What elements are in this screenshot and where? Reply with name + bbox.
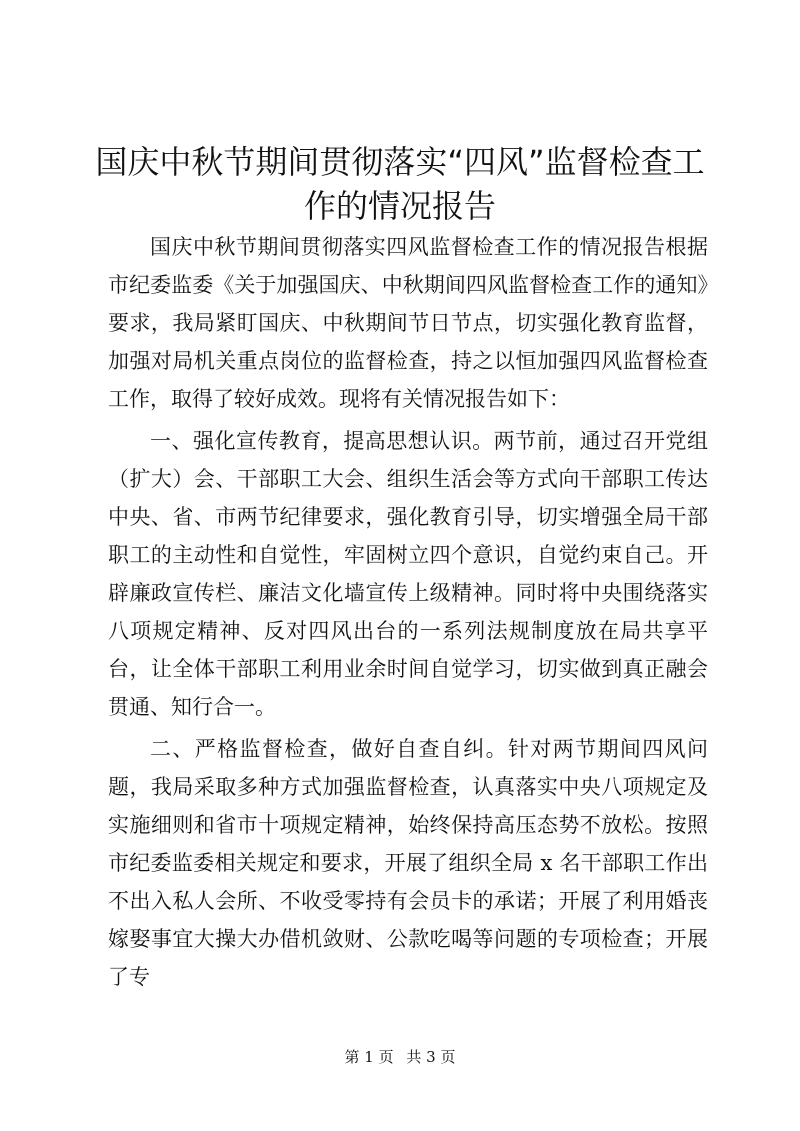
document-title: 国庆中秋节期间贯彻落实“四风”监督检查工作的情况报告 — [95, 143, 705, 225]
paragraph-intro: 国庆中秋节期间贯彻落实四风监督检查工作的情况报告根据市纪委监委《关于加强国庆、中秋期间四风监督检查工作的通知》要求，我局紧盯国庆、中秋期间节日节点，切实强化教育监督，加强对局机关重点岗位的监督检查，持之以恒加强四风监督检查工作，取得了较好成效。现将有关情况报告如下： — [108, 235, 708, 411]
paragraph-section-one: 一、强化宣传教育，提高思想认识。两节前，通过召开党组（扩大）会、干部职工大会、组织生活会等方式向干部职工传达中央、省、市两节纪律要求，强化教育引导，切实增强全局干部职工的主动性和自觉性，牢固树立四个意识，自觉约束自己。开辟廉政宣传栏、廉洁文化墙宣传上级精神。同时将中央围绕落实八项规定精神、反对四风出台的一系列法规制度放在局共享平台，让全体干部职工利用业余时间自觉学习，切实做到真正融会贯通、知行合一。 — [108, 429, 708, 719]
page-number: 第 1 页 — [344, 1048, 394, 1066]
paragraph-section-two: 二、严格监督检查，做好自查自纠。针对两节期间四风问题，我局采取多种方式加强监督检查，认真落实中央八项规定及实施细则和省市十项规定精神，始终保持高压态势不放松。按照市纪委监委相关规定和要求，开展了组织全局 x 名干部职工作出不出入私人会所、不收受零持有会员卡的承诺；开展了利用婚丧嫁娶事宜大操大办借机敛财、公款吃喝等问题的专项检查；开展了专 — [108, 737, 708, 989]
page-footer — [0, 1047, 800, 1067]
document-body — [108, 228, 708, 996]
total-pages: 共 3 页 — [406, 1048, 456, 1066]
